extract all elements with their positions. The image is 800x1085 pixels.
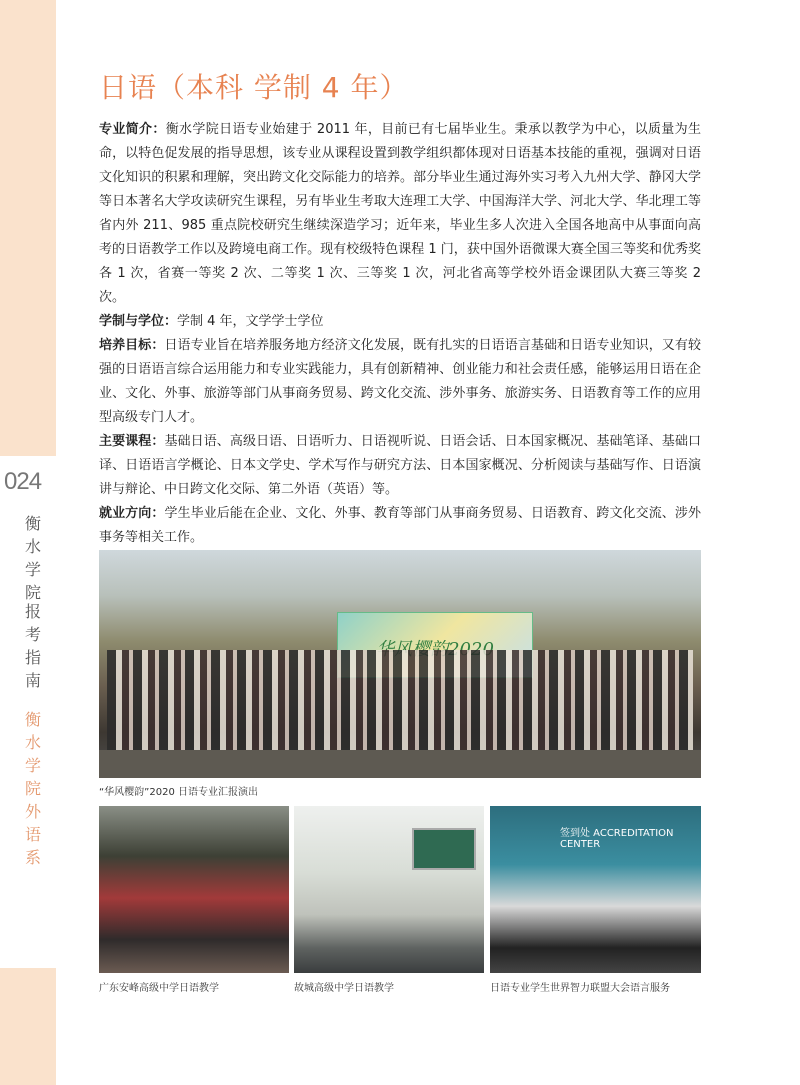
photo-caption-gucheng: 故城高级中学日语教学 <box>294 983 394 994</box>
photo-caption-conference: 日语专业学生世界智力联盟大会语言服务 <box>490 983 670 994</box>
section-degree <box>99 310 701 334</box>
photo-caption-main: “华风樱韵”2020 日语专业汇报演出 <box>99 787 258 798</box>
accreditation-sign: 签到处 ACCREDITATION CENTER <box>560 828 674 850</box>
classroom-photo-guangdong <box>99 806 289 973</box>
crowd <box>107 650 693 750</box>
section-text: 日语专业旨在培养服务地方经济文化发展，既有扎实的日语语言基础和日语专业知识，又有较强的日语语言综合运用能力和专业实践能力，具有创新精神、创业能力和社会责任感，能够运用日语在企业、文化、外事、旅游等部门从事商务贸易、跨文化交流、涉外事务、旅游实务、日语教育等工作的应用型高级专门人才。 <box>99 338 701 425</box>
photo-caption-guangdong: 广东安峰高级中学日语教学 <box>99 983 219 994</box>
group-performance-photo <box>99 550 701 778</box>
vertical-guide-title: 报 考 指 南 <box>24 602 41 690</box>
program-description <box>99 118 701 550</box>
classroom-photo-gucheng <box>294 806 484 973</box>
section-text: 衡水学院日语专业始建于 2011 年，目前已有七届毕业生。秉承以教学为中心，以质量为生命，以特色促发展的指导思想，该专业从课程设置到教学组织都体现对日语基本技能的重视，强调对日语文化知识的积累和理解，突出跨文化交际能力的培养。部分毕业生通过海外实习考入九州大学、静冈大学等日本著名大学攻读研究生课程，另有毕业生考取大连理工大学、中国海洋大学、河北大学、华北理工等省内外 211、985 重点院校研究生继续深造学习；近年来，毕业生多人次进入全国各地高中从事面向高考的日语教学工作以及跨境电商工作。现有校级特色课程 1 门，获中国外语微课大赛全国三等奖和优秀奖各 1 次，省赛一等奖 2 次、二等奖 1 次、三等奖 1 次，河北省高等学校外语金课团队大赛三等奖 2 次。 <box>99 122 701 305</box>
section-text: 基础日语、高级日语、日语听力、日语视听说、日语会话、日本国家概况、基础笔译、基础口译、日语语言学概论、日本文学史、学术写作与研究方法、日本国家概况、分析阅读与基础写作、日语演讲与辩论、中日跨文化交际、第二外语（英语）等。 <box>99 434 701 497</box>
section-careers <box>99 502 701 550</box>
vertical-department-name: 衡 水 学 院 外 语 系 <box>24 710 41 867</box>
section-intro <box>99 118 701 310</box>
section-label: 学制与学位： <box>99 314 178 329</box>
section-label: 专业简介： <box>99 122 166 137</box>
section-goals <box>99 334 701 430</box>
section-text: 学制 4 年，文学学士学位 <box>177 314 324 329</box>
section-label: 主要课程： <box>99 434 165 449</box>
section-text: 学生毕业后能在企业、文化、外事、教育等部门从事商务贸易、日语教育、跨文化交流、涉外事务等相关工作。 <box>99 506 701 545</box>
page-title: 日语（本科 学制 4 年） <box>99 71 409 104</box>
section-label: 就业方向： <box>99 506 165 521</box>
section-label: 培养目标： <box>99 338 165 353</box>
vertical-school-name: 衡 水 学 院 <box>24 514 41 602</box>
stage-floor <box>99 750 701 778</box>
section-courses <box>99 430 701 502</box>
conference-service-photo <box>490 806 701 973</box>
blackboard <box>412 828 476 870</box>
page-number: 024 <box>4 468 42 495</box>
